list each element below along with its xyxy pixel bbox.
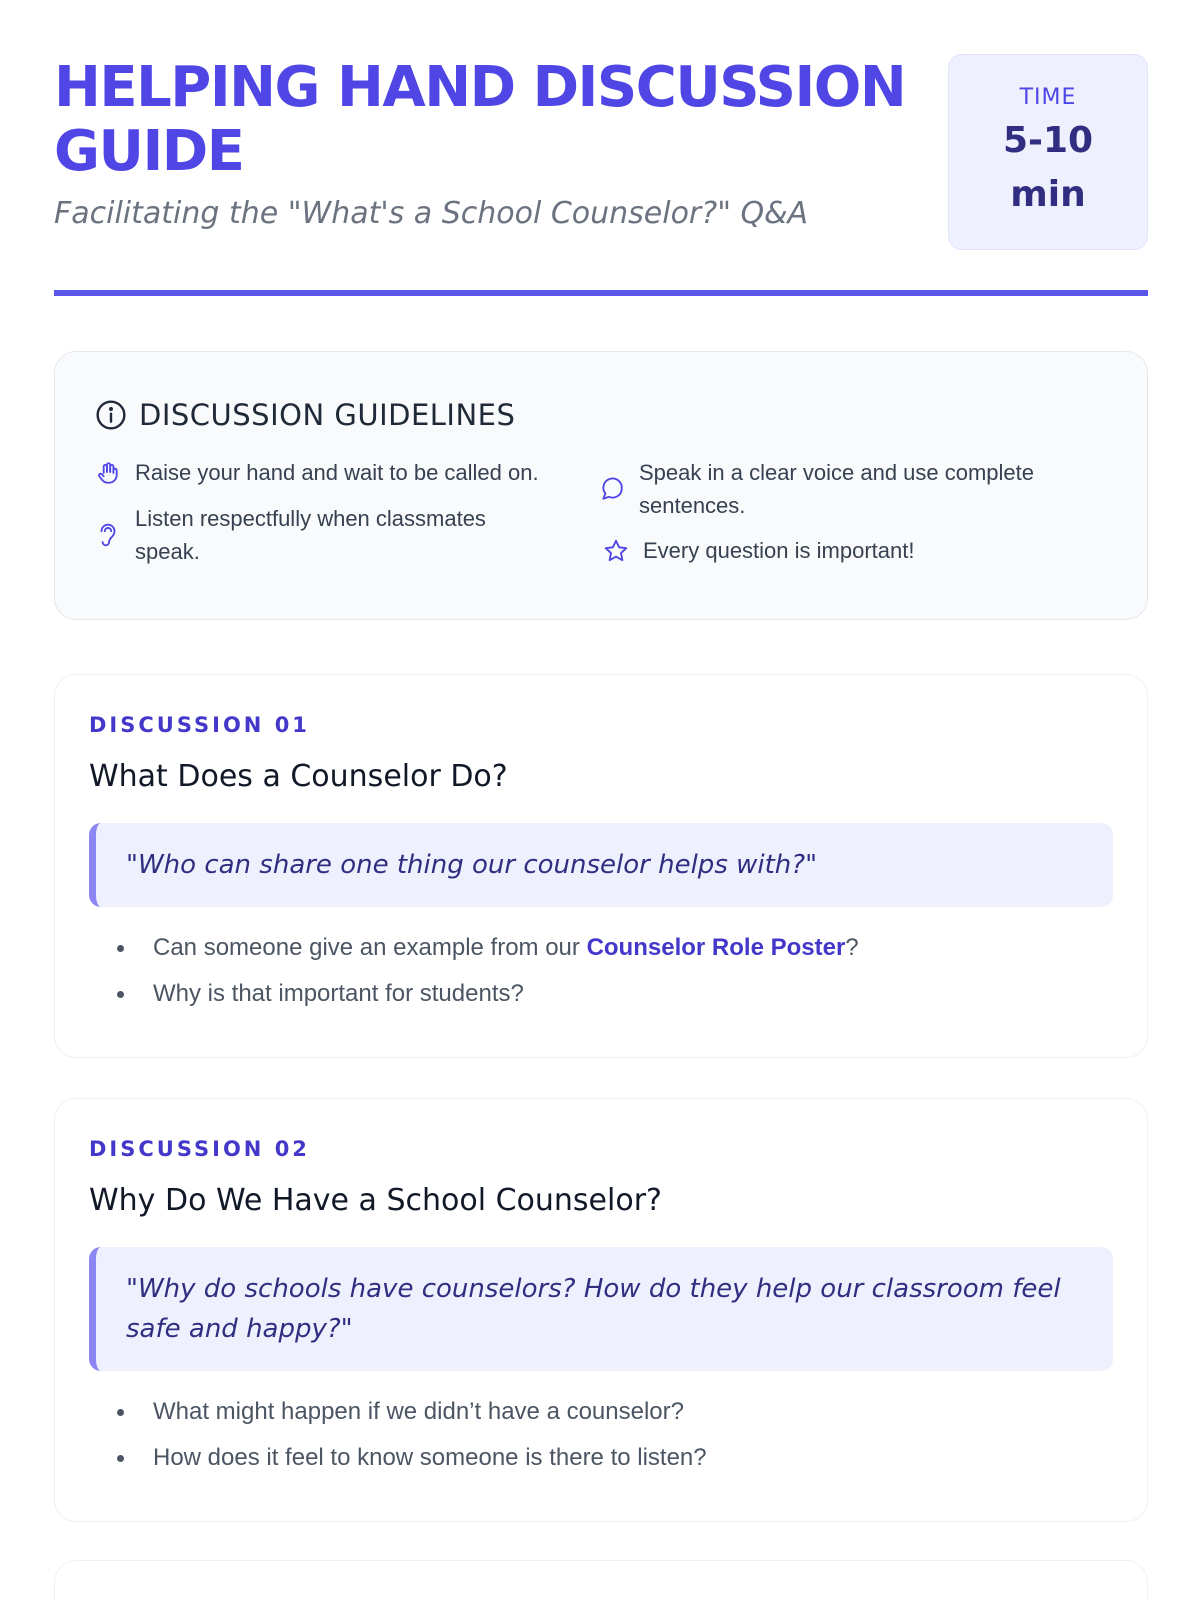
guideline-text: Every question is important!	[643, 538, 915, 563]
discussion-card-01	[54, 674, 1148, 1058]
list-item	[117, 925, 859, 971]
guideline-item	[95, 502, 486, 568]
guidelines-title: DISCUSSION GUIDELINES	[139, 398, 516, 432]
guideline-item	[599, 456, 1034, 522]
discussion-prompt-quote: "Why do schools have counselors? How do they help our classroom feel safe and happy?"	[89, 1247, 1113, 1371]
time-value	[949, 114, 1147, 222]
guideline-text-line: speak.	[135, 539, 200, 564]
header-divider	[54, 290, 1148, 296]
header	[54, 0, 1148, 300]
discussion-label: DISCUSSION 02	[89, 1137, 310, 1161]
guideline-text-line: Listen respectfully when classmates	[135, 506, 486, 531]
time-value-range: 5-10	[1002, 120, 1094, 161]
follow-up-list	[117, 1389, 707, 1481]
page-subtitle: Facilitating the "What's a School Counselor?" Q&A	[54, 196, 809, 231]
guideline-item	[603, 534, 914, 567]
discussion-card-02	[54, 1098, 1148, 1522]
discussion-card-03	[54, 1560, 1148, 1600]
list-item: Why is that important for students?	[117, 971, 859, 1017]
guideline-text-line: Speak in a clear voice and use complete	[639, 460, 1035, 485]
raised-hand-icon	[95, 460, 121, 486]
time-label: TIME	[1019, 85, 1077, 110]
discussion-title: Why Do We Have a School Counselor?	[89, 1183, 662, 1218]
ear-icon	[95, 522, 121, 548]
guideline-text	[135, 502, 486, 568]
speech-bubble-icon	[599, 476, 625, 502]
list-item-text: Can someone give an example from our	[153, 934, 587, 961]
list-item: How does it feel to know someone is there to listen?	[117, 1435, 707, 1481]
page-title: HELPING HAND DISCUSSION GUIDE	[54, 55, 906, 184]
star-icon	[603, 538, 629, 564]
follow-up-list	[117, 925, 859, 1017]
time-value-unit: min	[1010, 174, 1086, 215]
guideline-text-line: sentences.	[639, 493, 746, 518]
discussion-title: What Does a Counselor Do?	[89, 759, 508, 794]
list-item: What might happen if we didn’t have a counselor?	[117, 1389, 707, 1435]
discussion-label: DISCUSSION 01	[89, 713, 310, 737]
list-item-text: ?	[845, 934, 859, 961]
guidelines-header	[95, 398, 515, 432]
guidelines-panel	[54, 351, 1148, 620]
guideline-text: Raise your hand and wait to be called on.	[135, 460, 539, 485]
guideline-item	[95, 456, 539, 489]
discussion-prompt-quote: "Who can share one thing our counselor helps with?"	[89, 823, 1113, 907]
discussion-guide-page	[54, 0, 1148, 1471]
counselor-role-poster-link[interactable]: Counselor Role Poster	[586, 934, 846, 961]
time-badge	[948, 54, 1148, 250]
guideline-text	[639, 456, 1034, 522]
info-icon	[95, 399, 127, 431]
